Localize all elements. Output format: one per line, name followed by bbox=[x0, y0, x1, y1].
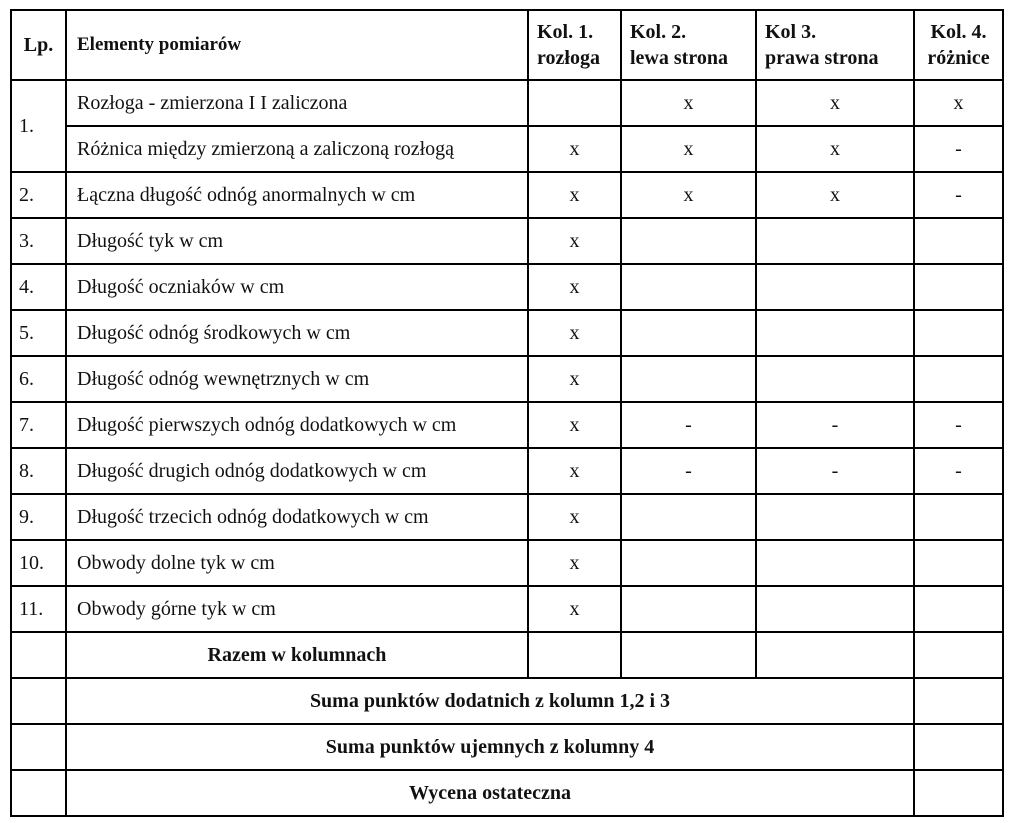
cell-col4 bbox=[914, 586, 1003, 632]
cell-col1: x bbox=[528, 586, 621, 632]
cell-col3 bbox=[756, 586, 914, 632]
suma-dodatnich-label: Suma punktów dodatnich z kolumn 1,2 i 3 bbox=[66, 678, 914, 724]
header-col3-line1: Kol 3. bbox=[765, 21, 817, 43]
cell-col4 bbox=[914, 540, 1003, 586]
wycena-value bbox=[914, 770, 1003, 816]
header-col2 bbox=[621, 10, 756, 80]
cell-col4: - bbox=[914, 448, 1003, 494]
header-col3-line2: prawa strona bbox=[765, 47, 879, 69]
cell-col3 bbox=[756, 310, 914, 356]
table-row bbox=[11, 310, 1003, 356]
table-row bbox=[11, 402, 1003, 448]
header-col2-line1: Kol. 2. bbox=[630, 21, 687, 43]
table-row bbox=[11, 494, 1003, 540]
row-number: 9. bbox=[11, 494, 66, 540]
table-row bbox=[11, 586, 1003, 632]
row-label: Obwody dolne tyk w cm bbox=[66, 540, 528, 586]
cell-col1 bbox=[528, 80, 621, 126]
row-number: 1. bbox=[11, 80, 66, 172]
cell-col3: - bbox=[756, 402, 914, 448]
cell-col3: x bbox=[756, 126, 914, 172]
cell-col3: - bbox=[756, 448, 914, 494]
row-label: Rozłoga - zmierzona I I zaliczona bbox=[66, 80, 528, 126]
header-col1-line1: Kol. 1. bbox=[537, 21, 594, 43]
row-number: 11. bbox=[11, 586, 66, 632]
totals-row-suma-ujemnych bbox=[11, 724, 1003, 770]
totals-row-wycena bbox=[11, 770, 1003, 816]
cell-col3 bbox=[756, 494, 914, 540]
cell-col2 bbox=[621, 540, 756, 586]
row-number: 4. bbox=[11, 264, 66, 310]
cell-col3 bbox=[756, 218, 914, 264]
cell-col2: - bbox=[621, 448, 756, 494]
cell-col1: x bbox=[528, 264, 621, 310]
row-number: 2. bbox=[11, 172, 66, 218]
cell-col1: x bbox=[528, 494, 621, 540]
header-col1-line2: rozłoga bbox=[537, 47, 600, 69]
cell-col3: x bbox=[756, 80, 914, 126]
table-row bbox=[11, 126, 1003, 172]
razem-col4 bbox=[914, 632, 1003, 678]
measurement-table bbox=[10, 9, 1004, 817]
cell-col2 bbox=[621, 264, 756, 310]
table-row bbox=[11, 448, 1003, 494]
header-col4 bbox=[914, 10, 1003, 80]
cell-col3 bbox=[756, 356, 914, 402]
cell-col1: x bbox=[528, 402, 621, 448]
cell-col2: - bbox=[621, 402, 756, 448]
table-row bbox=[11, 172, 1003, 218]
cell-col4 bbox=[914, 310, 1003, 356]
row-label: Długość pierwszych odnóg dodatkowych w cm bbox=[66, 402, 528, 448]
suma-ujemnych-value bbox=[914, 724, 1003, 770]
cell-col4: - bbox=[914, 126, 1003, 172]
measurement-table-container bbox=[10, 9, 1004, 817]
table-row bbox=[11, 218, 1003, 264]
header-col4-line2: różnice bbox=[927, 47, 990, 69]
header-lp: Lp. bbox=[11, 10, 66, 80]
cell-col1: x bbox=[528, 356, 621, 402]
cell-col4 bbox=[914, 494, 1003, 540]
razem-label: Razem w kolumnach bbox=[66, 632, 528, 678]
cell-col1: x bbox=[528, 218, 621, 264]
razem-col3 bbox=[756, 632, 914, 678]
header-elements: Elementy pomiarów bbox=[66, 10, 528, 80]
cell-col2 bbox=[621, 494, 756, 540]
cell-col1: x bbox=[528, 310, 621, 356]
cell-col2: x bbox=[621, 172, 756, 218]
row-label: Długość tyk w cm bbox=[66, 218, 528, 264]
row-label: Długość trzecich odnóg dodatkowych w cm bbox=[66, 494, 528, 540]
header-col2-line2: lewa strona bbox=[630, 47, 728, 69]
totals-row-suma-dodatnich bbox=[11, 678, 1003, 724]
cell-col1: x bbox=[528, 172, 621, 218]
table-row bbox=[11, 80, 1003, 126]
cell-col4 bbox=[914, 218, 1003, 264]
row-label: Długość drugich odnóg dodatkowych w cm bbox=[66, 448, 528, 494]
cell-col2 bbox=[621, 356, 756, 402]
row-number: 7. bbox=[11, 402, 66, 448]
empty-lp-cell bbox=[11, 724, 66, 770]
totals-row-razem bbox=[11, 632, 1003, 678]
suma-ujemnych-label: Suma punktów ujemnych z kolumny 4 bbox=[66, 724, 914, 770]
cell-col1: x bbox=[528, 126, 621, 172]
cell-col3 bbox=[756, 540, 914, 586]
cell-col4 bbox=[914, 264, 1003, 310]
cell-col2: x bbox=[621, 80, 756, 126]
row-label: Długość oczniaków w cm bbox=[66, 264, 528, 310]
cell-col3 bbox=[756, 264, 914, 310]
cell-col1: x bbox=[528, 448, 621, 494]
cell-col3: x bbox=[756, 172, 914, 218]
row-label: Różnica między zmierzoną a zaliczoną rozłogą bbox=[66, 126, 528, 172]
header-col3 bbox=[756, 10, 914, 80]
row-label: Długość odnóg wewnętrznych w cm bbox=[66, 356, 528, 402]
cell-col2 bbox=[621, 310, 756, 356]
wycena-label: Wycena ostateczna bbox=[66, 770, 914, 816]
table-row bbox=[11, 540, 1003, 586]
cell-col4: x bbox=[914, 80, 1003, 126]
cell-col4: - bbox=[914, 402, 1003, 448]
cell-col4 bbox=[914, 356, 1003, 402]
header-col4-line1: Kol. 4. bbox=[930, 21, 987, 43]
row-number: 5. bbox=[11, 310, 66, 356]
razem-col2 bbox=[621, 632, 756, 678]
table-row bbox=[11, 356, 1003, 402]
row-number: 10. bbox=[11, 540, 66, 586]
row-label: Łączna długość odnóg anormalnych w cm bbox=[66, 172, 528, 218]
header-row bbox=[11, 10, 1003, 80]
header-col1 bbox=[528, 10, 621, 80]
razem-col1 bbox=[528, 632, 621, 678]
row-label: Obwody górne tyk w cm bbox=[66, 586, 528, 632]
suma-dodatnich-value bbox=[914, 678, 1003, 724]
row-number: 3. bbox=[11, 218, 66, 264]
table-row bbox=[11, 264, 1003, 310]
cell-col4: - bbox=[914, 172, 1003, 218]
empty-lp-cell bbox=[11, 632, 66, 678]
row-number: 8. bbox=[11, 448, 66, 494]
empty-lp-cell bbox=[11, 678, 66, 724]
cell-col2 bbox=[621, 218, 756, 264]
row-number: 6. bbox=[11, 356, 66, 402]
empty-lp-cell bbox=[11, 770, 66, 816]
cell-col2: x bbox=[621, 126, 756, 172]
cell-col1: x bbox=[528, 540, 621, 586]
row-label: Długość odnóg środkowych w cm bbox=[66, 310, 528, 356]
cell-col2 bbox=[621, 586, 756, 632]
